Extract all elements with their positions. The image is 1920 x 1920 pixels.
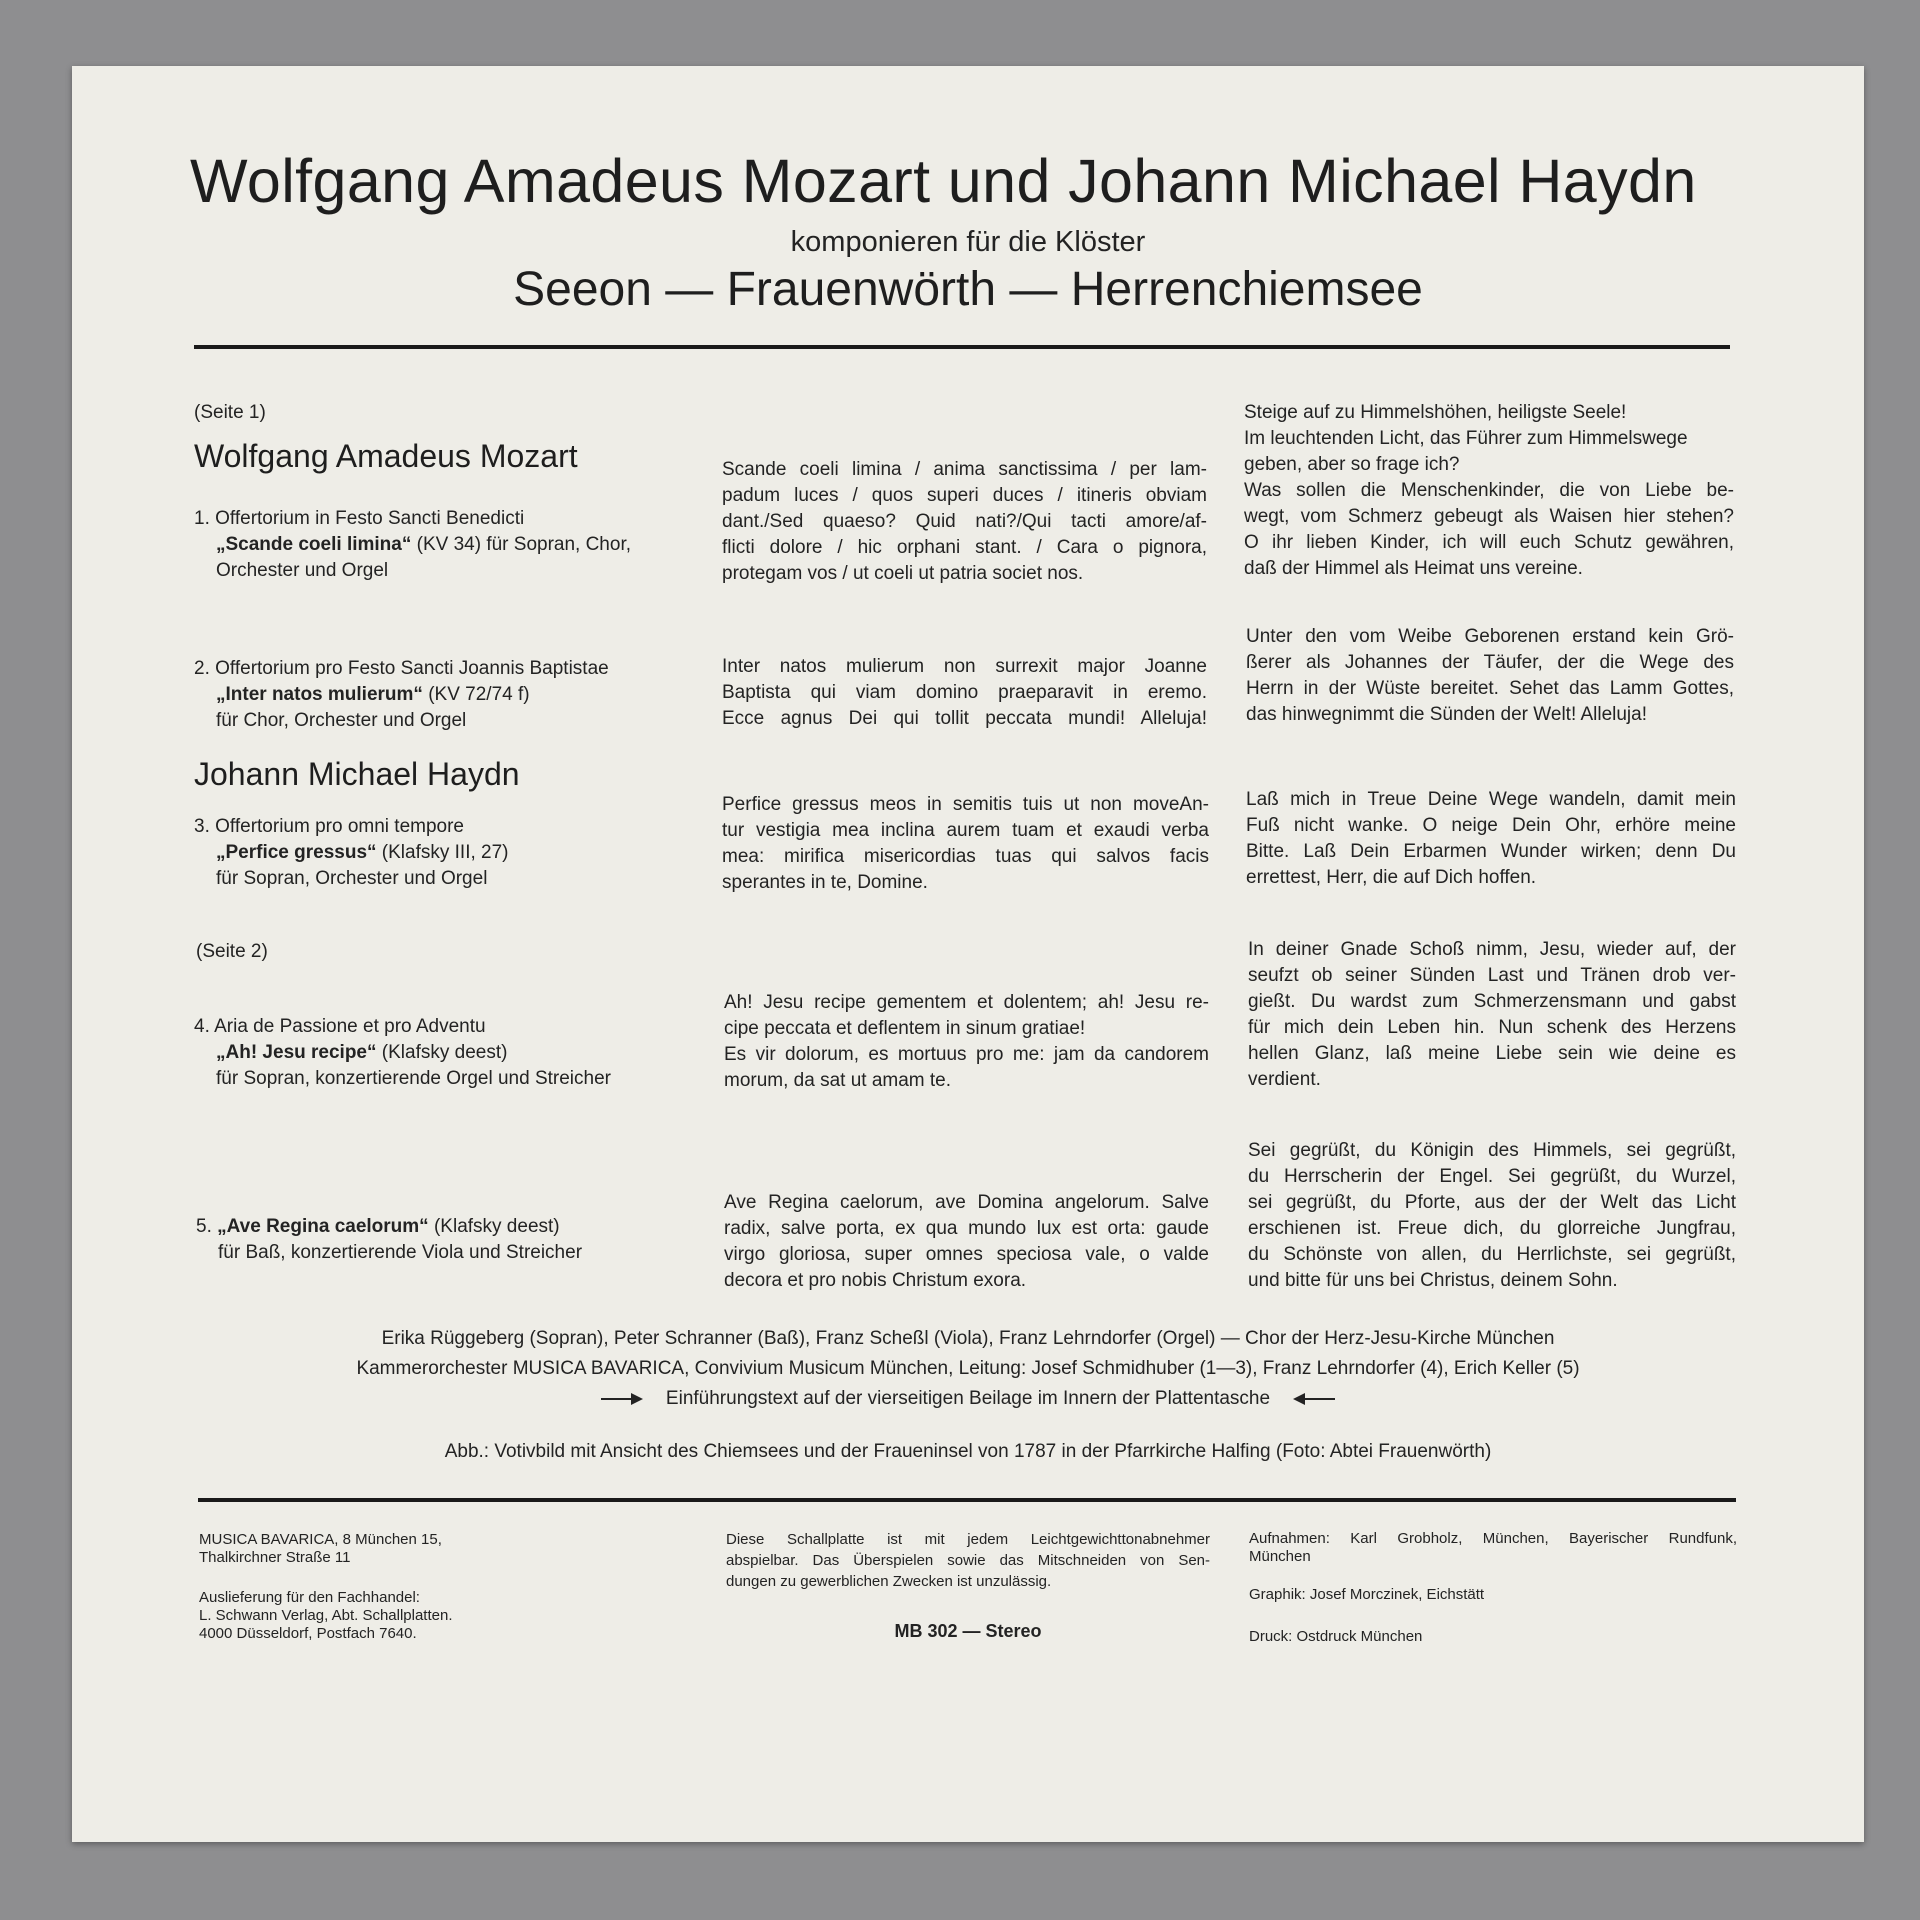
track-1 <box>194 506 734 584</box>
track-form: Offertorium pro Festo Sancti Joannis Baptistae <box>215 658 609 679</box>
track-form: Aria de Passione et pro Adventu <box>214 1016 486 1037</box>
album-subtitle: komponieren für die Klöster <box>790 226 1146 258</box>
latin-text-5: Ave Regina caelorum, ave Domina angelorum. Salve radix, salve porta, ex qua mundo lux est orta: gaude virgo gloriosa, super omnes speciosa vale, o valde decora et pro nobis Christum exora. <box>724 1192 1209 1291</box>
latin-text-3: Perfice gressus meos in semitis tuis ut non moveAn- tur vestigia mea inclina aurem tuam et exaudi verba mea: mirifica misericordias tuas qui salvos facis sperantes in te, Domine. <box>722 794 1209 893</box>
track-catalog: (Klafsky deest) <box>428 1216 560 1237</box>
intro-note <box>72 1384 1864 1414</box>
track-title: „Inter natos mulierum“ <box>216 684 423 705</box>
composer-haydn: Johann Michael Haydn <box>194 756 520 792</box>
track-4 <box>194 1014 734 1092</box>
track-scoring: für Sopran, Orchester und Orgel <box>216 868 488 889</box>
german-text-4: In deiner Gnade Schoß nimm, Jesu, wieder auf, der seufzt ob seiner Sünden Last und Tränen drob ver- gießt. Du wardst zum Schmerzensmann und gabst für mich dein Leben hin. Nun schenk des Herzens hellen Glanz, laß meine Liebe sein wie deine es verdient. <box>1248 939 1736 1090</box>
side-2-label: (Seite 2) <box>196 941 268 962</box>
track-number: 5. <box>196 1216 212 1237</box>
album-places: Seeon — Frauenwörth — Herrenchiemsee <box>513 263 1423 316</box>
latin-text-1: Scande coeli limina / anima sanctissima / per lam- padum luces / quos superi duces / itineris obviam dant./Sed quaeso? Quid nati?/Qui tacti amore/af- flicti dolore / hic orphani stant. / Cara o pignora, protegam vos / ut coeli ut patria societ nos. <box>722 459 1207 584</box>
track-form: Offertorium in Festo Sancti Benedicti <box>215 508 525 529</box>
german-text-1: Steige auf zu Himmelshöhen, heiligste Seele! Im leuchtenden Licht, das Führer zum Himmelswege geben, aber so frage ich? Was sollen die Menschenkinder, die von Liebe be- wegt, vom Schmerz gebeugt als Waisen hier stehen? O ihr lieben Kinder, ich will euch Schutz gewähren, daß der Himmel als Heimat uns vereine. <box>1244 402 1734 579</box>
german-text-5: Sei gegrüßt, du Königin des Himmels, sei gegrüßt, du Herrscherin der Engel. Sei gegrüßt, du Wurzel, sei gegrüßt, du Pforte, aus der der Welt das Licht erschienen ist. Freue dich, du glorreiche Jungfrau, du Schönste von allen, du Herrlichste, sei gegrüßt, und bitte für uns bei Christus, deinem Sohn. <box>1248 1140 1736 1291</box>
track-number: 1. <box>194 508 210 529</box>
track-scoring: für Chor, Orchester und Orgel <box>216 710 467 731</box>
conductors-credit: Kammerorchester MUSICA BAVARICA, Convivium Musicum München, Leitung: Josef Schmidhuber (1—3), Franz Lehrndorfer (4), Erich Keller (5) <box>356 1358 1580 1379</box>
bottom-divider <box>198 1498 1736 1502</box>
track-catalog: (Klafsky deest) <box>376 1042 508 1063</box>
track-form: Offertorium pro omni tempore <box>215 816 464 837</box>
track-catalog: (Klafsky III, 27) <box>376 842 509 863</box>
performers-credit: Erika Rüggeberg (Sopran), Peter Schranner (Baß), Franz Scheßl (Viola), Franz Lehrndorfer (Orgel) — Chor der Herz-Jesu-Kirche München <box>381 1328 1555 1349</box>
track-catalog: (KV 34) für Sopran, Chor, <box>411 534 632 555</box>
track-scoring: für Sopran, konzertierende Orgel und Streicher <box>216 1068 611 1089</box>
album-title: Wolfgang Amadeus Mozart und Johann Michael Haydn <box>190 147 1697 215</box>
graphics-credit: Graphik: Josef Morczinek, Eichstätt <box>1249 1586 1485 1603</box>
latin-text-4: Ah! Jesu recipe gementem et dolentem; ah! Jesu re- cipe peccata et deflentem in sinum gratiae! Es vir dolorum, es mortuus pro me: jam da candorem morum, da sat ut amam te. <box>724 992 1209 1091</box>
track-scoring: Orchester und Orgel <box>216 560 389 581</box>
intro-note-text: Einführungstext auf der vierseitigen Beilage im Innern der Plattentasche <box>665 1388 1271 1409</box>
recording-credit: Aufnahmen: Karl Grobholz, München, Bayerischer Rundfunk, München <box>1249 1530 1737 1565</box>
track-number: 2. <box>194 658 210 679</box>
publisher-address: MUSICA BAVARICA, 8 München 15, Thalkirchner Straße 11 <box>199 1531 442 1566</box>
playback-notice: Diese Schallplatte ist mit jedem Leichtgewichttonabnehmer abspielbar. Das Überspielen sowie das Mitschneiden von Sen- dungen zu gewerblichen Zwecken ist unzulässig. <box>726 1531 1210 1590</box>
arrow-left-icon <box>1293 1392 1335 1406</box>
track-5 <box>196 1214 736 1266</box>
side-1-label: (Seite 1) <box>194 402 266 423</box>
distribution-info: Auslieferung für den Fachhandel: L. Schwann Verlag, Abt. Schallplatten. 4000 Düsseldorf, Postfach 7640. <box>199 1589 453 1642</box>
track-title: „Perfice gressus“ <box>216 842 377 863</box>
german-text-3: Laß mich in Treue Deine Wege wandeln, damit mein Fuß nicht wanke. O neige Dein Ohr, erhöre meine Bitte. Laß Dein Erbarmen Wunder wirken; denn Du errettest, Herr, die auf Dich hoffen. <box>1246 789 1736 888</box>
image-caption: Abb.: Votivbild mit Ansicht des Chiemsees und der Fraueninsel von 1787 in der Pfarrkirche Halfing (Foto: Abtei Frauenwörth) <box>444 1441 1492 1462</box>
track-2 <box>194 656 734 734</box>
latin-text-2: Inter natos mulierum non surrexit major Joanne Baptista qui viam domino praeparavit in eremo. Ecce agnus Dei qui tollit peccata mundi! Alleluja! <box>722 656 1207 729</box>
arrow-right-icon <box>601 1392 643 1406</box>
composer-mozart: Wolfgang Amadeus Mozart <box>194 438 578 474</box>
track-title: „Ah! Jesu recipe“ <box>216 1042 377 1063</box>
track-catalog: (KV 72/74 f) <box>422 684 530 705</box>
track-number: 3. <box>194 816 210 837</box>
track-scoring: für Baß, konzertierende Viola und Streicher <box>218 1242 583 1263</box>
top-divider <box>194 345 1730 349</box>
catalog-number: MB 302 — Stereo <box>894 1621 1042 1641</box>
print-credit: Druck: Ostdruck München <box>1249 1628 1423 1645</box>
track-number: 4. <box>194 1016 210 1037</box>
track-3 <box>194 814 734 892</box>
german-text-2: Unter den vom Weibe Geborenen erstand kein Grö- ßerer als Johannes der Täufer, der die Wege des Herrn in der Wüste bereitet. Sehet das Lamm Gottes, das hinwegnimmt die Sünden der Welt! Alleluja! <box>1246 626 1734 725</box>
track-title: „Ave Regina caelorum“ <box>217 1216 429 1237</box>
record-sleeve-back <box>72 66 1864 1842</box>
track-title: „Scande coeli limina“ <box>216 534 412 555</box>
